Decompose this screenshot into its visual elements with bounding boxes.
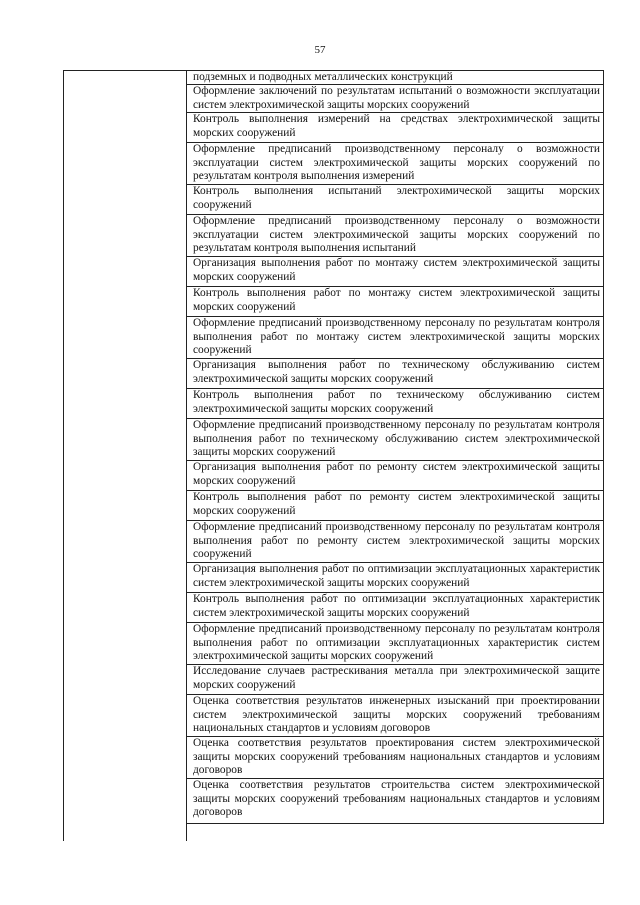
table-row: Контроль выполнения работ по оптимизации эксплуатационных характеристик систем электрохимической защиты морских сооружений	[187, 593, 604, 623]
left-column-cell	[64, 71, 187, 841]
table-row: Организация выполнения работ по оптимизации эксплуатационных характеристик систем электрохимической защиты морских сооружений	[187, 563, 604, 593]
functions-table	[63, 70, 604, 841]
table-row: Оформление предписаний производственному персоналу по результатам контроля выполнения работ по ремонту систем электрохимической защиты морских сооружений	[187, 521, 604, 563]
table-row: Оформление предписаний производственному персоналу о возможности эксплуатации систем электрохимической защиты морских сооружений по результатам контроля выполнения испытаний	[187, 215, 604, 257]
table-row: Исследование случаев растрескивания металла при электрохимической защите морских сооружений	[187, 665, 604, 695]
table-row: Оценка соответствия результатов проектирования систем электрохимической защиты морских сооружений требованиям национальных стандартов и условиям договоров	[187, 737, 604, 779]
table-row: Организация выполнения работ по монтажу систем электрохимической защиты морских сооружений	[187, 257, 604, 287]
table-row: Контроль выполнения работ по техническому обслуживанию систем электрохимической защиты морских сооружений	[187, 389, 604, 419]
table-row: Контроль выполнения измерений на средствах электрохимической защиты морских сооружений	[187, 113, 604, 143]
table-row: Оформление предписаний производственному персоналу о возможности эксплуатации систем электрохимической защиты морских сооружений по результатам контроля выполнения измерений	[187, 143, 604, 185]
table-row: Организация выполнения работ по техническому обслуживанию систем электрохимической защиты морских сооружений	[187, 359, 604, 389]
table-row: Оформление предписаний производственному персоналу по результатам контроля выполнения работ по оптимизации эксплуатационных характеристик систем электрохимической защиты морских сооружений	[187, 623, 604, 665]
page-number: 57	[314, 44, 326, 56]
table-row: Оценка соответствия результатов инженерных изысканий при проектировании систем электрохимической защиты морских сооружений требованиям национальных стандартов и условиям договоров	[187, 695, 604, 737]
table-row: подземных и подводных металлических конструкций	[187, 71, 604, 85]
table-row: Оценка соответствия результатов строительства систем электрохимической защиты морских сооружений требованиям национальных стандартов и условиям договоров	[187, 779, 604, 824]
table-row: Оформление предписаний производственному персоналу по результатам контроля выполнения работ по техническому обслуживанию систем электрохимической защиты морских сооружений	[187, 419, 604, 461]
table-row: Оформление предписаний производственному персоналу по результатам контроля выполнения работ по монтажу систем электрохимической защиты морских сооружений	[187, 317, 604, 359]
table-row: Контроль выполнения работ по монтажу систем электрохимической защиты морских сооружений	[187, 287, 604, 317]
table-row: Контроль выполнения испытаний электрохимической защиты морских сооружений	[187, 185, 604, 215]
table-row: Оформление заключений по результатам испытаний о возможности эксплуатации систем электрохимической защиты морских сооружений	[187, 85, 604, 113]
table-row: Контроль выполнения работ по ремонту систем электрохимической защиты морских сооружений	[187, 491, 604, 521]
table-row: Организация выполнения работ по ремонту систем электрохимической защиты морских сооружений	[187, 461, 604, 491]
table-rows	[187, 71, 604, 824]
